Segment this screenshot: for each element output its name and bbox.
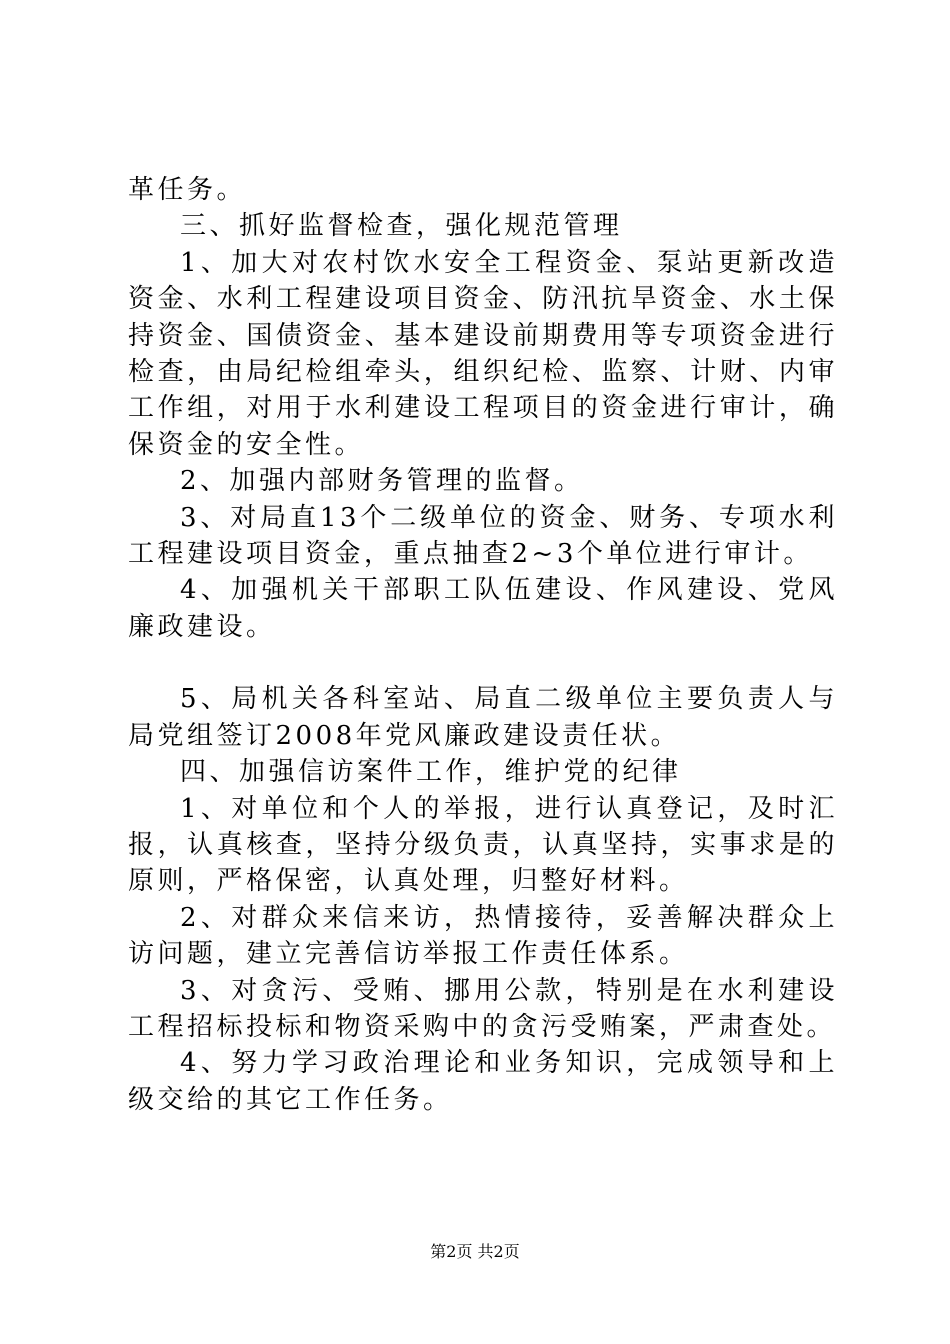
paragraph-3-2: 2、加强内部财务管理的监督。 (180, 466, 584, 497)
page-footer: 第2页 共2页 (430, 1242, 520, 1261)
paragraph-continuation: 革任务。 (128, 175, 247, 205)
paragraph-4-3: 3、对贪污、受贿、挪用公款，特别是在水利建设工程招标投标和物资采购中的贪污受贿案，严肃查处。 (128, 975, 838, 1042)
paragraph-3-5: 5、局机关各科室站、局直二级单位主要负责人与局党组签订2008年党风廉政建设责任状。 (128, 684, 838, 751)
paragraph-3-3: 3、对局直13个二级单位的资金、财务、专项水利工程建设项目资金，重点抽查2~3个单位进行审计。 (128, 502, 838, 570)
paragraph-4-4: 4、努力学习政治理论和业务知识，完成领导和上级交给的其它工作任务。 (128, 1048, 838, 1115)
section-heading-3: 三、抓好监督检查，强化规范管理 (180, 211, 623, 242)
document-body (128, 172, 838, 1118)
paragraph-3-1: 1、加大对农村饮水安全工程资金、泵站更新改造资金、水利工程建设项目资金、防汛抗旱资金、水土保持资金、国债资金、基本建设前期费用等专项资金进行检查，由局纪检组牵头，组织纪检、监察、计财、内审工作组，对用于水利建设工程项目的资金进行审计，确保资金的安全性。 (128, 247, 838, 460)
paragraph-3-4: 4、加强机关干部职工队伍建设、作风建设、党风廉政建设。 (128, 575, 838, 642)
paragraph-4-2: 2、对群众来信来访，热情接待，妥善解决群众上访问题，建立完善信访举报工作责任体系。 (128, 902, 838, 970)
section-heading-4: 四、加强信访案件工作，维护党的纪律 (180, 757, 682, 788)
paragraph-4-1: 1、对单位和个人的举报，进行认真登记，及时汇报，认真核查，坚持分级负责，认真坚持，实事求是的原则，严格保密，认真处理，归整好材料。 (128, 793, 838, 897)
